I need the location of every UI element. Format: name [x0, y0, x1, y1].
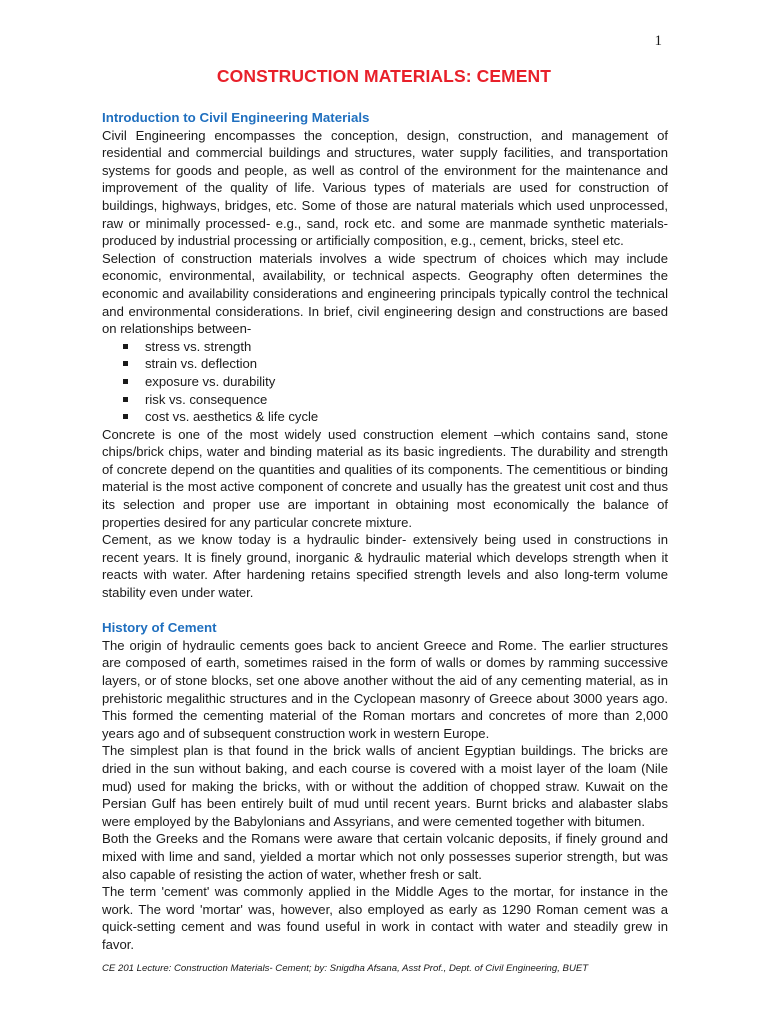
document-title: CONSTRUCTION MATERIALS: CEMENT	[216, 66, 552, 86]
relationships-list	[102, 338, 668, 426]
list-item: risk vs. consequence	[102, 391, 668, 409]
paragraph: Selection of construction materials involves a wide spectrum of choices which may include economic, environmental, availability, or technical aspects. Geography often determines the economic and availability considerations and engineering principals typically control the technical and environmental considerations. In brief, civil engineering design and constructions are based on relationships between-	[102, 250, 668, 337]
paragraph: Cement, as we know today is a hydraulic binder- extensively being used in constructions in recent years. It is finely ground, inorganic & hydraulic material which develops strength when it reacts with water. After hardening retains specified strength levels and also long-term volume stability even under water.	[102, 532, 668, 601]
document-body	[102, 109, 668, 954]
paragraph: The origin of hydraulic cements goes back to ancient Greece and Rome. The earlier structures are composed of earth, sometimes raised in the form of walls or domes by ramming successive layers, or of stone blocks, set one above another without the aid of any cementing material, as in prehistoric megalithic structures and in the Cyclopean masonry of Greece about 3000 years ago. This formed the cementing material of the Roman mortars and concretes of more than 2,000 years ago and of subsequent construction work in western Europe.	[102, 637, 668, 741]
list-item: strain vs. deflection	[102, 355, 668, 373]
paragraph: The term 'cement' was commonly applied in the Middle Ages to the mortar, for instance in the work. The word 'mortar' was, however, also employed as early as 1290 Roman cement was a quick-setting cement and was found useful in work in contact with water and steadily grew in favor.	[102, 884, 668, 952]
paragraph: Civil Engineering encompasses the conception, design, construction, and management of residential and commercial buildings and structures, water supply facilities, and transportation systems for goods and people, as well as control of the environment for the maintenance and improvement of the quality of life. Various types of materials are used for construction of buildings, highways, bridges, etc. Some of those are natural materials which used unprocessed, raw or minimally processed- e.g., sand, rock etc. and some are manmade synthetic materials- produced by industrial processing or artificially composition, e.g., cement, bricks, steel etc.	[102, 127, 668, 249]
section-spacer	[102, 602, 668, 620]
section-heading-introduction: Introduction to Civil Engineering Materials	[102, 110, 370, 125]
paragraph: The simplest plan is that found in the brick walls of ancient Egyptian buildings. The bricks are dried in the sun without baking, and each course is covered with a moist layer of the loam (Nile mud) used for making the bricks, with or without the addition of chopped straw. Kuwait on the Persian Gulf has been entirely built of mud until recent years. Burnt bricks and alabaster slabs were employed by the Babylonians and Assyrians, and were cemented together with bitumen.	[102, 743, 668, 829]
page-footer: CE 201 Lecture: Construction Materials- Cement; by: Snigdha Afsana, Asst Prof., Dept. of Civil Engineering, BUET	[102, 963, 589, 974]
list-item: cost vs. aesthetics & life cycle	[102, 408, 668, 426]
page-number: 1	[654, 33, 662, 49]
list-item: stress vs. strength	[102, 338, 668, 356]
section-heading-history: History of Cement	[102, 620, 217, 636]
list-item: exposure vs. durability	[102, 373, 668, 391]
paragraph: Concrete is one of the most widely used construction element –which contains sand, stone chips/brick chips, water and binding material as its basic ingredients. The durability and strength of concrete depend on the quantities and qualities of its components. The cementitious or binding material is the most active component of concrete and usually has the greatest unit cost and thus its selection and proper use are important in obtaining most economically the balance of properties desired for any particular concrete mixture.	[102, 426, 668, 530]
paragraph: Both the Greeks and the Romans were aware that certain volcanic deposits, if finely ground and mixed with lime and sand, yielded a mortar which not only possesses superior strength, but was also capable of resisting the action of water, whether fresh or salt.	[102, 831, 668, 882]
